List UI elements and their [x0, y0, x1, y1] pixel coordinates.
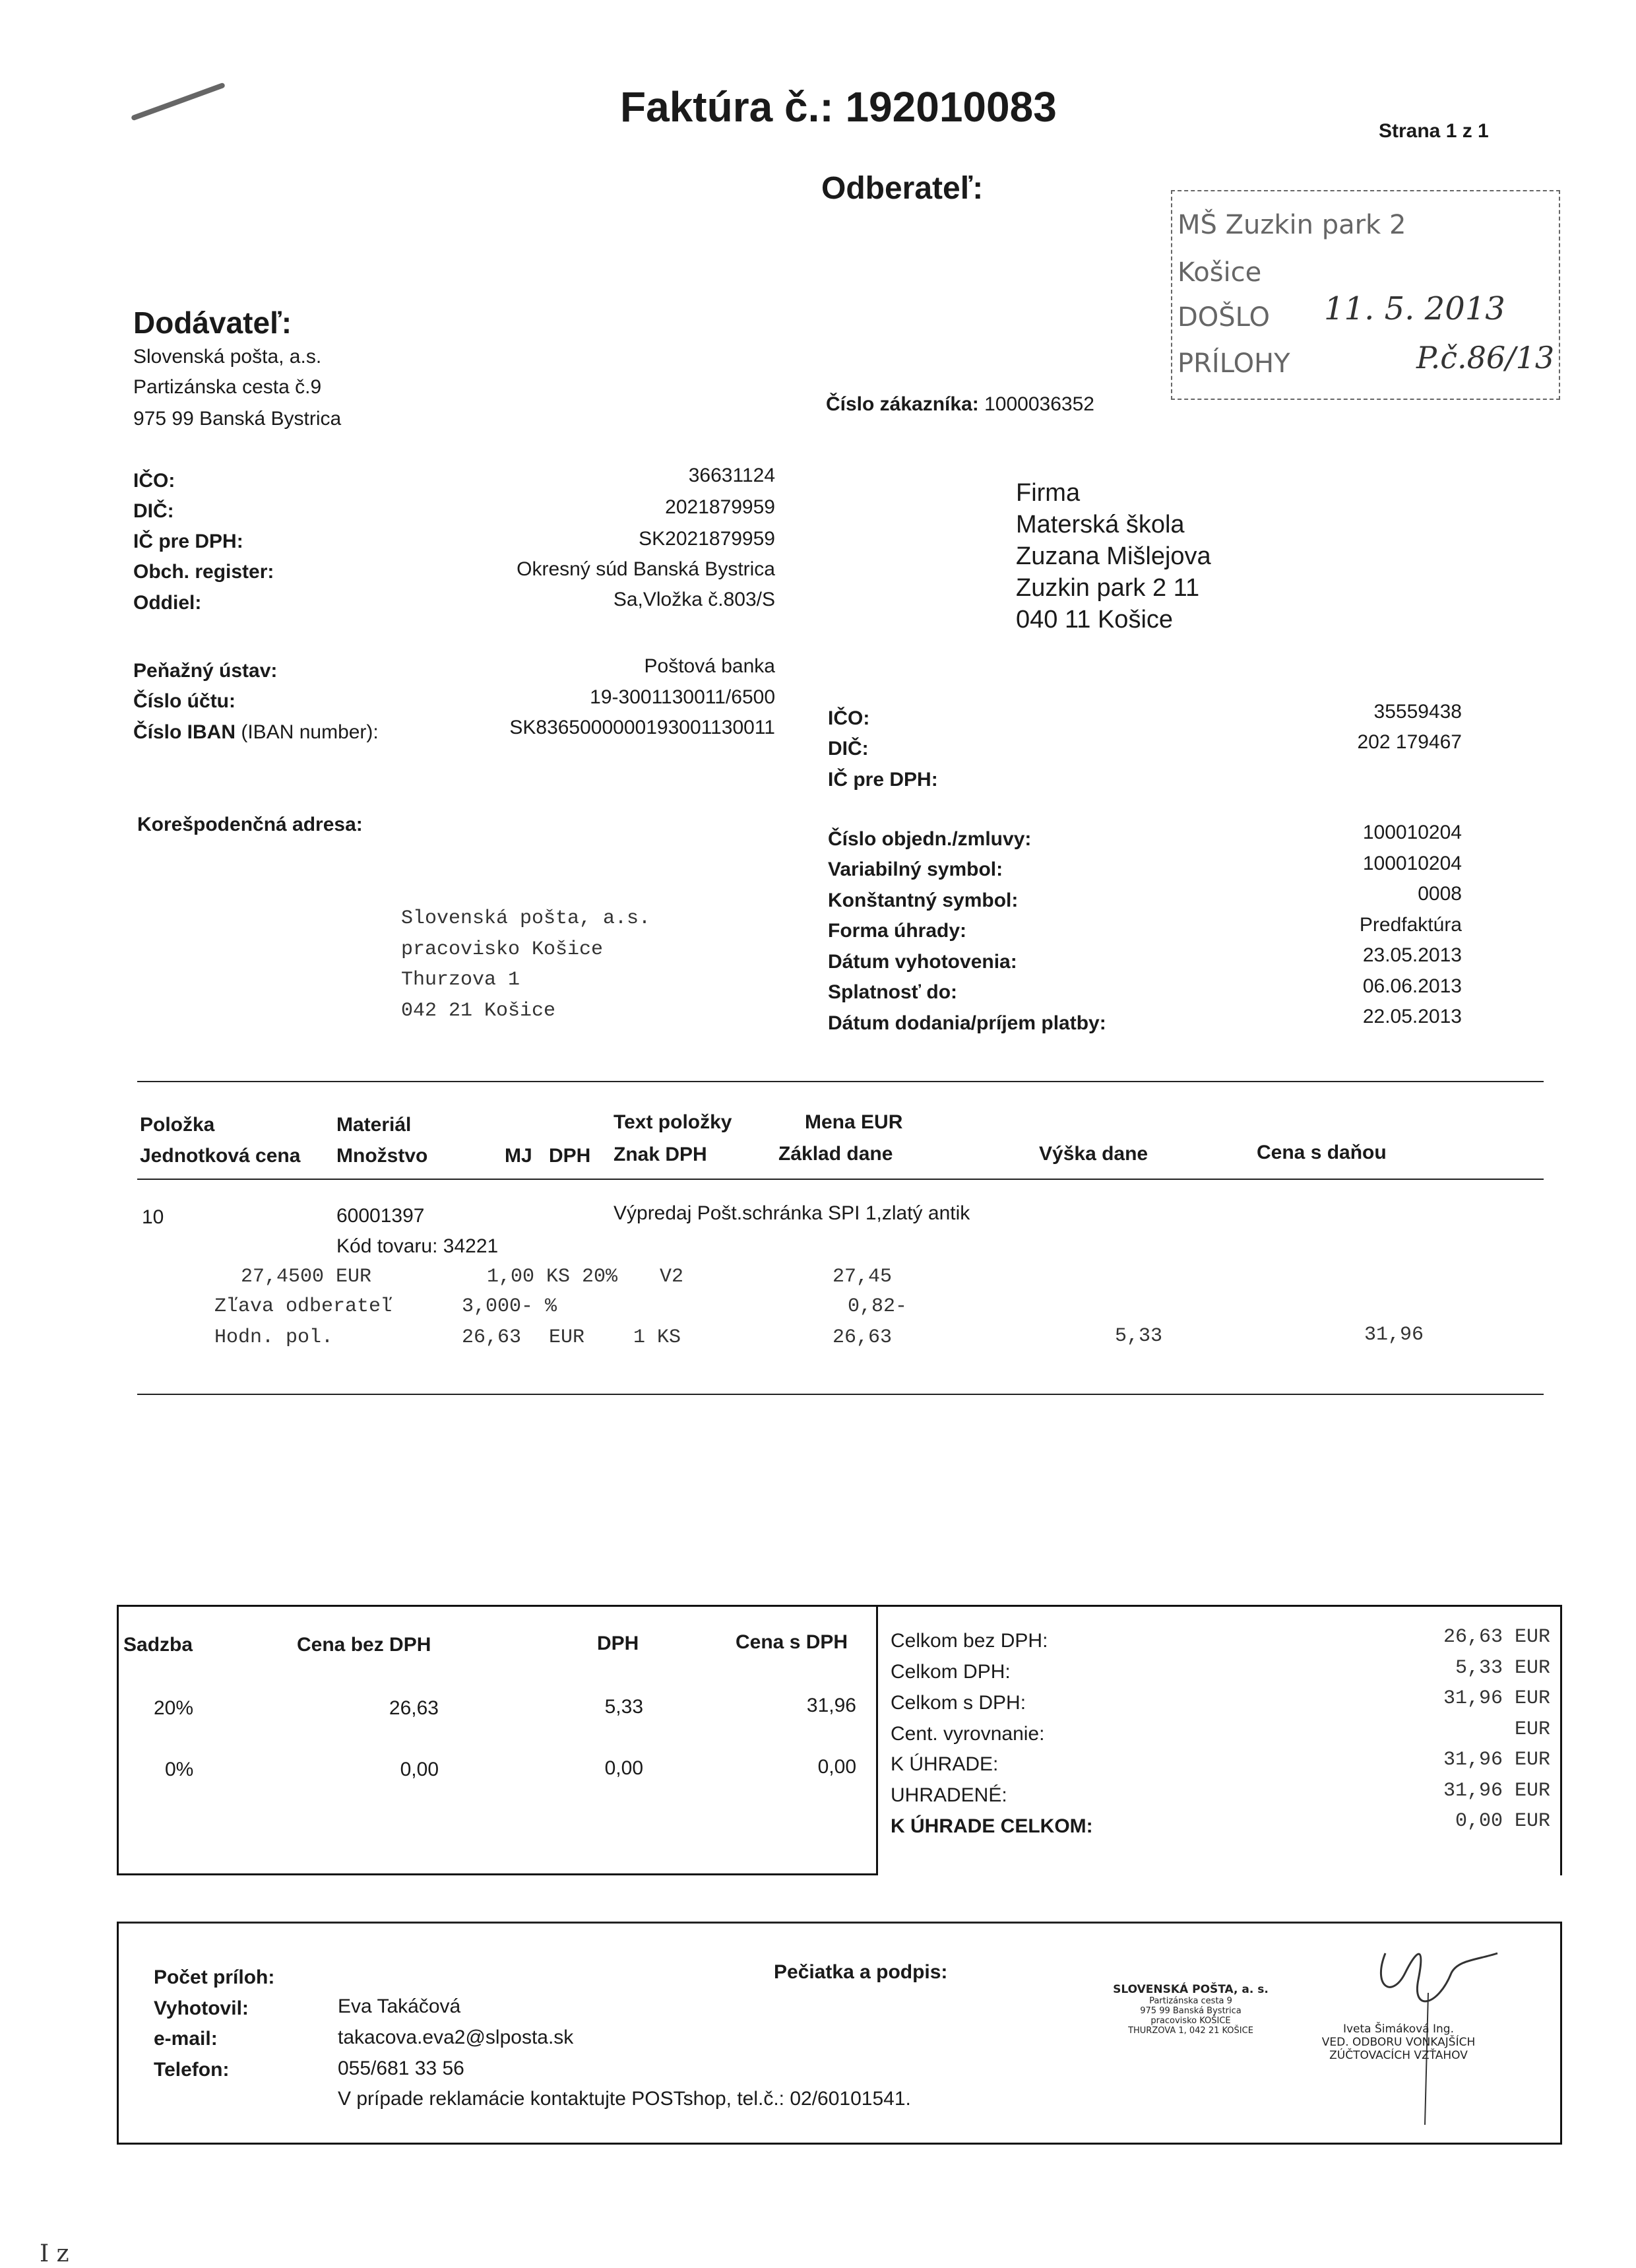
signer-name: Iveta Šimáková Ing.	[1342, 2023, 1455, 2036]
supplier-ico-value: 36631124	[688, 465, 775, 486]
margin-note: I z	[40, 2240, 69, 2267]
customer-address-4: Zuzkin park 2 11	[1016, 574, 1200, 602]
total-net-value: 26,63 EUR	[1443, 1626, 1550, 1648]
to-pay-total-value: 0,00 EUR	[1455, 1810, 1550, 1832]
paid-value: 31,96 EUR	[1443, 1780, 1550, 1802]
discount-amount: 0,82-	[848, 1295, 908, 1318]
stamp-line-2: Košice	[1178, 257, 1262, 288]
stamp-line-1: MŠ Zuzkin park 2	[1178, 210, 1406, 240]
attachments-label: Počet príloh:	[154, 1966, 275, 1988]
supplier-section-value: Sa,Vložka č.803/S	[613, 589, 775, 610]
total-vat-value: 5,33 EUR	[1455, 1657, 1550, 1679]
order-label: Číslo objedn./zmluvy:	[828, 828, 1032, 850]
correspondence-label: Korešpodenčná adresa:	[137, 814, 363, 835]
account-value: 19-3001130011/6500	[590, 686, 775, 708]
discount-rate: 3,000- %	[462, 1295, 557, 1318]
item-tax-base: 26,63	[833, 1326, 893, 1349]
phone-label: Telefon:	[154, 2059, 230, 2081]
col-tax-amount: Výška dane	[1039, 1143, 1148, 1165]
email-value: takacova.eva2@slposta.sk	[338, 2026, 574, 2048]
summary-vat-header: DPH	[597, 1633, 639, 1654]
total-gross-label: Celkom s DPH:	[891, 1692, 1026, 1714]
supplier-dic-label: DIČ:	[133, 500, 174, 522]
customer-address-3: Zuzana Mišlejova	[1016, 542, 1211, 570]
supplier-section-label: Oddiel:	[133, 592, 202, 614]
account-label: Číslo účtu:	[133, 690, 236, 712]
stamp-line-3-value: 11. 5. 2013	[1324, 290, 1505, 327]
iban-label-main: Číslo IBAN	[133, 721, 236, 743]
order-value: 100010204	[1362, 822, 1462, 843]
iban-label-suffix: (IBAN number):	[241, 721, 379, 743]
col-item-text: Text položky	[614, 1111, 732, 1133]
item-position: 10	[142, 1206, 164, 1228]
seal-line-1: SLOVENSKÁ POŠTA, a. s.	[1113, 1983, 1269, 1996]
customer-dic-value: 202 179467	[1357, 731, 1462, 753]
summary-base-header: Cena bez DPH	[297, 1634, 431, 1656]
summary-rate-header: Sadzba	[123, 1634, 193, 1656]
issue-date-value: 23.05.2013	[1362, 944, 1462, 966]
signer-block	[1293, 2023, 1504, 2062]
stamp-line-4-label: PRÍLOHY	[1178, 348, 1290, 379]
item-value-currency: EUR	[549, 1326, 585, 1349]
items-top-divider	[137, 1081, 1544, 1082]
seal-label: Pečiatka a podpis:	[774, 1961, 948, 1983]
email-label: e-mail:	[154, 2028, 218, 2050]
col-position: Položka	[140, 1114, 215, 1136]
iban-value: SK8365000000193001130011	[509, 717, 775, 738]
item-material: 60001397	[336, 1205, 425, 1227]
summary-rate-1: 20%	[154, 1697, 194, 1719]
discount-label: Zľava odberateľ	[214, 1295, 393, 1318]
total-gross-value: 31,96 EUR	[1443, 1687, 1550, 1710]
seal-line-5: THURZOVA 1, 042 21 KOŠICE	[1128, 2026, 1253, 2036]
item-value-label: Hodn. pol.	[214, 1326, 334, 1349]
items-bottom-divider	[137, 1394, 1544, 1395]
correspondence-line-4: 042 21 Košice	[401, 1000, 556, 1022]
iban-label	[133, 721, 379, 744]
summary-base-1: 26,63	[389, 1697, 439, 1719]
stamp-line-3-label: DOŠLO	[1178, 302, 1271, 333]
item-gross-base: 27,45	[833, 1266, 893, 1288]
summary-total-1: 31,96	[806, 1695, 856, 1716]
due-date-label: Splatnosť do:	[828, 981, 958, 1003]
col-unit-price: Jednotková cena	[140, 1145, 301, 1167]
item-text: Výpredaj Pošt.schránka SPI 1,zlatý antik	[614, 1202, 970, 1224]
item-value-amount: 26,63	[462, 1326, 522, 1349]
item-unit-price: 27,4500 EUR	[241, 1266, 372, 1288]
col-material: Materiál	[336, 1114, 412, 1136]
item-vat-code: V2	[660, 1266, 684, 1288]
summary-total-2: 0,00	[817, 1756, 856, 1778]
supplier-heading: Dodávateľ:	[133, 306, 292, 340]
summary-vat-1: 5,33	[604, 1696, 643, 1718]
variable-symbol-value: 100010204	[1362, 853, 1462, 874]
supplier-ico-label: IČO:	[133, 470, 175, 492]
item-tax-amount: 5,33	[1115, 1325, 1163, 1347]
due-date-value: 06.06.2013	[1362, 975, 1462, 997]
complaint-note: V prípade reklamácie kontaktujte POSTshop, tel.č.: 02/60101541.	[338, 2088, 911, 2110]
summary-total-header: Cena s DPH	[736, 1631, 848, 1653]
stamp-line-4-value: P.č.86/13	[1416, 340, 1555, 375]
supplier-icdph-label: IČ pre DPH:	[133, 531, 243, 552]
col-unit: MJ	[505, 1145, 532, 1167]
to-pay-total-label: K ÚHRADE CELKOM:	[891, 1815, 1093, 1837]
bank-value: Poštová banka	[644, 655, 775, 677]
payment-form-label: Forma úhrady:	[828, 920, 967, 942]
item-quantity-vat: 1,00 KS 20%	[487, 1266, 618, 1288]
variable-symbol-label: Variabilný symbol:	[828, 859, 1003, 880]
item-total: 31,96	[1364, 1324, 1424, 1346]
customer-ico-value: 35559438	[1373, 701, 1462, 723]
supplier-dic-value: 2021879959	[665, 496, 775, 518]
payment-form-value: Predfaktúra	[1359, 914, 1462, 936]
correspondence-line-2: pracovisko Košice	[401, 938, 604, 961]
supplier-icdph-value: SK2021879959	[639, 528, 775, 550]
seal-line-4: pracovisko KOŠICE	[1150, 2016, 1231, 2026]
phone-value: 055/681 33 56	[338, 2057, 464, 2079]
customer-number-value: 1000036352	[984, 393, 1094, 415]
to-pay-value: 31,96 EUR	[1443, 1749, 1550, 1771]
item-product-code: Kód tovaru: 34221	[336, 1235, 499, 1257]
customer-address-2: Materská škola	[1016, 511, 1185, 538]
col-currency: Mena EUR	[805, 1111, 903, 1133]
company-seal	[1082, 1983, 1300, 2036]
correspondence-line-3: Thurzova 1	[401, 969, 520, 991]
total-vat-label: Celkom DPH:	[891, 1661, 1011, 1683]
rounding-value: EUR	[1514, 1718, 1550, 1741]
to-pay-label: K ÚHRADE:	[891, 1753, 999, 1775]
signer-title-1: VED. ODBORU VONKAJŠÍCH	[1321, 2036, 1476, 2049]
customer-icdph-label: IČ pre DPH:	[828, 769, 938, 791]
col-price-with-tax: Cena s daňou	[1257, 1142, 1387, 1163]
customer-address-1: Firma	[1016, 479, 1081, 507]
items-header-divider	[137, 1179, 1544, 1180]
col-vat: DPH	[549, 1145, 591, 1167]
customer-address-5: 040 11 Košice	[1016, 606, 1174, 633]
constant-symbol-label: Konštantný symbol:	[828, 890, 1019, 911]
delivery-date-value: 22.05.2013	[1362, 1006, 1462, 1027]
supplier-register-value: Okresný súd Banská Bystrica	[517, 558, 775, 580]
customer-heading: Odberateľ:	[821, 171, 984, 206]
page-indicator: Strana 1 z 1	[1379, 120, 1489, 142]
correspondence-line-1: Slovenská pošta, a.s.	[401, 907, 651, 930]
col-tax-base: Základ dane	[778, 1143, 893, 1165]
signer-title-2: ZÚČTOVACÍCH VZŤAHOV	[1329, 2049, 1468, 2062]
supplier-line-1: Slovenská pošta, a.s.	[133, 346, 322, 368]
col-quantity: Množstvo	[336, 1145, 428, 1167]
delivery-date-label: Dátum dodania/príjem platby:	[828, 1012, 1106, 1034]
paid-label: UHRADENÉ:	[891, 1784, 1007, 1806]
item-value-qty: 1 KS	[633, 1326, 681, 1349]
customer-number	[826, 393, 1094, 416]
supplier-line-3: 975 99 Banská Bystrica	[133, 408, 342, 430]
prepared-by-label: Vyhotovil:	[154, 1997, 249, 2019]
supplier-register-label: Obch. register:	[133, 561, 274, 583]
prepared-by-value: Eva Takáčová	[338, 1995, 461, 2017]
summary-vat-2: 0,00	[604, 1757, 643, 1779]
bank-label: Peňažný ústav:	[133, 660, 278, 682]
invoice-title: Faktúra č.: 192010083	[620, 83, 1057, 131]
constant-symbol-value: 0008	[1418, 883, 1462, 905]
issue-date-label: Dátum vyhotovenia:	[828, 951, 1017, 973]
summary-rate-2: 0%	[165, 1759, 194, 1780]
customer-ico-label: IČO:	[828, 707, 870, 729]
summary-base-2: 0,00	[400, 1759, 439, 1780]
customer-number-label: Číslo zákazníka:	[826, 393, 979, 415]
customer-dic-label: DIČ:	[828, 738, 869, 760]
col-vat-code: Znak DPH	[614, 1144, 707, 1165]
receipt-stamp	[1171, 190, 1560, 400]
total-net-label: Celkom bez DPH:	[891, 1630, 1048, 1652]
seal-line-2: Partizánska cesta 9	[1149, 1996, 1232, 2006]
rounding-label: Cent. vyrovnanie:	[891, 1723, 1045, 1745]
seal-line-3: 975 99 Banská Bystrica	[1140, 2006, 1242, 2016]
scan-mark	[131, 82, 226, 121]
supplier-line-2: Partizánska cesta č.9	[133, 376, 322, 398]
